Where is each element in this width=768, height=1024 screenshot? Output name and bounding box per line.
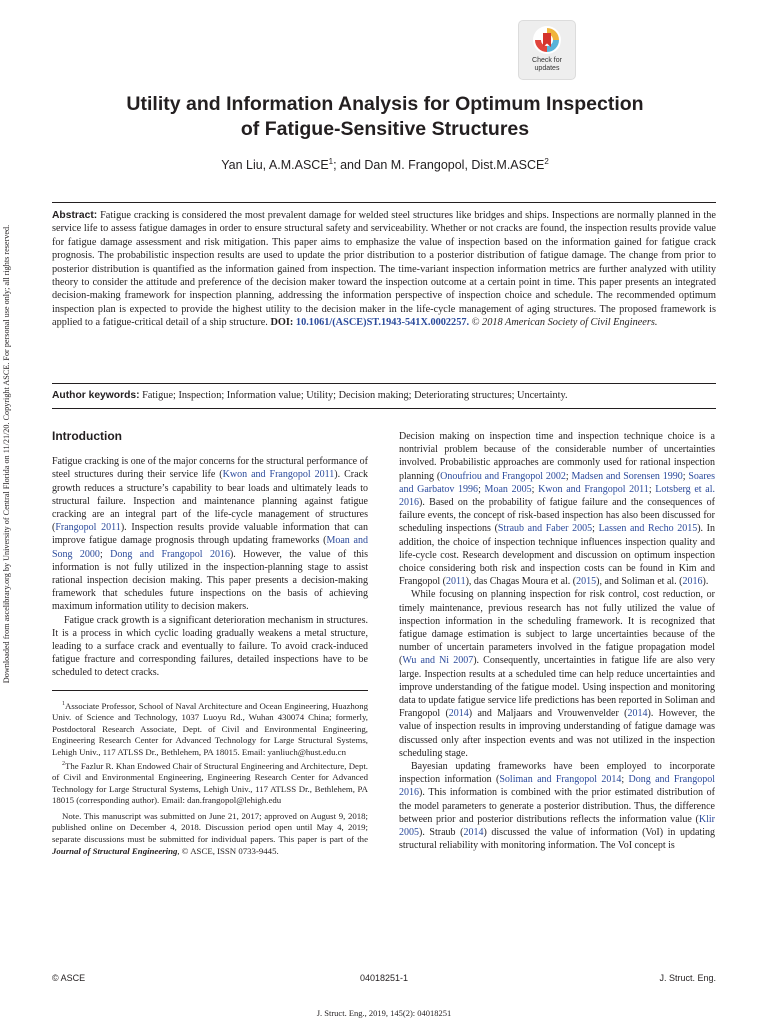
- check-for-updates-badge[interactable]: [518, 20, 576, 80]
- download-notice-side-text: Downloaded from ascelibrary.org by University of Central Florida on 11/21/20. Copyright ASCE. For personal use only; all rights reserved.: [2, 224, 11, 684]
- citation-link[interactable]: 2016: [682, 576, 703, 588]
- text-run: ;: [648, 483, 656, 495]
- text-run: ). In addition, the choice of inspection technique influences inspection quality and life-cycle cost. Research development and discussion on optimum inspection choice considering both risk and inspection costs can be found in Kim and Frangopol (: [399, 523, 716, 588]
- citation-link[interactable]: Onoufriou and Frangopol 2002: [440, 470, 566, 482]
- author-keywords: [52, 389, 716, 402]
- text-run: ). Inspection results provide valuable information that can improve fatigue damage prognosis through updating frameworks (: [52, 522, 368, 547]
- text-run: Decision making on inspection time and inspection technique choice is a nontrivial problem because of the considerable number of uncertainties involved. Probabilistic approaches are commonly used for rational inspection planning (: [399, 431, 715, 482]
- bookmark-ribbon-icon: [532, 25, 562, 55]
- keywords-top-rule: [52, 383, 716, 384]
- keywords-text: Fatigue; Inspection; Information value; Utility; Decision making; Deteriorating structures; Uncertainty.: [142, 390, 568, 401]
- text-run: ). Straub (: [419, 827, 464, 839]
- text-run: ;: [592, 523, 599, 535]
- author-2: Dan M. Frangopol, Dist.M.ASCE: [364, 158, 545, 173]
- citation-link[interactable]: Lassen and Recho 2015: [598, 523, 698, 535]
- badge-line2: updates: [534, 65, 560, 72]
- note-end: , © ASCE, ISSN 0733-9445.: [177, 845, 279, 856]
- footnote-2: [52, 759, 368, 807]
- footnote-1: [52, 699, 368, 759]
- text-run: Fatigue cracking is one of the major concerns for the structural performance of steel structures during their service life (: [52, 456, 368, 481]
- author-separator: ; and: [333, 158, 365, 173]
- citation-link[interactable]: 2015: [576, 576, 597, 588]
- text-run: ), and Soliman et al. (: [596, 576, 683, 588]
- text-run: ). However, the value of this information is not fully utilized in the inspection-planning stage to assist rational inspection decision making. This paper presents a decision-making framework that schedules future inspections on the basis of achieving maximum information utility to decision makers.: [52, 548, 369, 613]
- citation-link[interactable]: Dong and Frangopol 2016: [110, 548, 230, 560]
- text-run: ;: [621, 774, 629, 786]
- text-run: ;: [682, 470, 689, 482]
- right-column: [399, 430, 715, 853]
- abstract-top-rule: [52, 202, 716, 203]
- intro-paragraph-2: Fatigue crack growth is a significant deterioration mechanism in structures. It is a process in which cyclic loading gradually weakens a metal structure, leading to a surface crack and eventually to failure. To avoid crack-induced fatigue fracture and corresponding failures, detailed inspections have to be scheduled to detect cracks.: [52, 614, 368, 679]
- text-run: ) discussed the value of information (VoI) in updating structural reliability with monitoring information. The VoI concept is: [399, 827, 715, 852]
- badge-line1: Check for: [532, 57, 562, 64]
- abstract: [52, 209, 716, 330]
- author-1-affiliation-marker[interactable]: 1: [328, 157, 334, 166]
- citation-link[interactable]: 2014: [463, 827, 484, 839]
- title-line1: Utility and Information Analysis for Optimum Inspection: [126, 93, 644, 115]
- intro-paragraph-1: [52, 455, 368, 613]
- citation-link[interactable]: Madsen and Sorensen 1990: [571, 470, 683, 482]
- author-2-affiliation-marker[interactable]: 2: [544, 157, 549, 166]
- copyright-notice: © 2018 American Society of Civil Engineers.: [471, 317, 658, 329]
- citation-link[interactable]: Moan 2005: [484, 483, 532, 495]
- left-column: [52, 430, 368, 857]
- journal-name: Journal of Structural Engineering: [52, 845, 178, 856]
- footer-citation: J. Struct. Eng., 2019, 145(2): 04018251: [316, 1008, 452, 1018]
- keywords-bottom-rule: [52, 408, 716, 409]
- note-text: Note. This manuscript was submitted on June 21, 2017; approved on August 9, 2018; published online on December 4, 2018. Discussion period open until May 4, 2019; separate discussions must be submitted for individual papers. This paper is part of the: [52, 810, 368, 845]
- footnote-text: The Fazlur R. Khan Endowed Chair of Structural Engineering and Architecture, Dept. of Civil and Environmental Engineering, Engineering Research Center for Advanced Technology for Large Structural Systems, Lehigh Univ., 117 ATLSS Dr., Bethlehem, PA 18015 (corresponding author). Email: dan.frangopol@lehigh.edu: [52, 760, 368, 806]
- footer-copyright: © ASCE: [52, 973, 86, 983]
- citation-link[interactable]: Soares and Garbatov 1996: [399, 470, 715, 495]
- text-run: Bayesian updating frameworks have been employed to incorporate inspection information (: [399, 761, 715, 786]
- paper-title: [40, 92, 730, 142]
- citation-link[interactable]: Klir 2005: [399, 813, 715, 839]
- footnote-text: Associate Professor, School of Naval Architecture and Ocean Engineering, Huazhong Univ. of Science and Technology, 1037 Luoyu Rd., Wuhan 430074 China; formerly, Postdoctoral Research Associate, Dept. of Civil and Environmental Engineering, Engineering Research Center for Advanced Technology for Large Structural Systems, Lehigh Univ., 117 ATLSS Dr., Bethlehem, PA 18015. Email: yanliuch@hust.edu.cn: [52, 700, 368, 757]
- footnotes: [52, 690, 368, 858]
- author-line: [40, 157, 730, 172]
- right-paragraph-1: [399, 430, 715, 588]
- text-run: ;: [565, 470, 572, 482]
- right-paragraph-3: [399, 760, 715, 852]
- footnote-marker: 2: [62, 760, 65, 767]
- text-run: ). Consequently, uncertainties in fatigue life are also very large. Inspection results at a scheduled time can help reduce uncertainties and improve understanding of the fatigue model. Using inspection and monitoring data to update fatigue service life predictions has been reported in Soliman and Frangopol (: [399, 655, 716, 720]
- citation-link[interactable]: Kwon and Frangopol 2011: [222, 469, 335, 481]
- footer-article-number: 04018251-1: [359, 973, 409, 983]
- citation-link[interactable]: Wu and Ni 2007: [402, 655, 474, 667]
- abstract-body: Fatigue cracking is considered the most prevalent damage for welded steel structures like bridges and ships. Inspections are normally planned in the service life to assess fatigue damages in order to ensure structural safety and serviceability. Whether or not cracks are found, the inspection results provide value for fatigue damage assessment and risk mitigation. This paper aims to emphasize the value of inspection based on the information gained for fatigue crack prognosis. The probabilistic inspection results are used to update the prior distribution to a posterior distribution of fatigue damage. The change from prior to posterior distribution is quantified as the information gained from inspection. The time-variant inspection information metrics are further analyzed with utility theory to consider the attitude and preference of the decision maker toward the inspection outcome at a certain point in time. This paper presents an integrated decision-making framework for inspection planning, addressing the information perspective of inspection choice and schedule. The recommended optimum inspection plan is expected to provide the highest utility to the decision maker in the life-cycle management of aging structures. The proposed framework is applied to a fatigue-critical detail of a ship structure.: [52, 210, 716, 329]
- keywords-label: Author keywords:: [52, 390, 140, 401]
- text-run: ). Crack growth reduces a structure’s capability to bear loads and ultimately leads to structural failure. Inspection and maintenance planning against fatigue cracking are an integral part of the life-cycle management of structures (: [52, 469, 368, 534]
- text-run: While focusing on planning inspection for risk control, cost reduction, or timely maintenance, previous research has not fully utilized the value of inspection information in the scheduling framework. It is recognized that fatigue damage estimation is subject to large uncertainties because of the number of uncertain parameters involved in the fatigue propagation model (: [399, 589, 715, 667]
- text-run: ). Based on the probability of fatigue failure and the consequences of failure events, the concept of risk-based inspection has also been discussed for scheduling inspections (: [399, 497, 715, 535]
- citation-link[interactable]: Dong and Frangopol 2016: [399, 774, 715, 799]
- citation-link[interactable]: Soliman and Frangopol 2014: [499, 774, 622, 786]
- abstract-label: Abstract:: [52, 210, 98, 221]
- citation-link[interactable]: 2014: [627, 708, 648, 720]
- text-run: ;: [99, 548, 111, 560]
- citation-link[interactable]: Frangopol 2011: [55, 522, 121, 534]
- citation-link[interactable]: Lotsberg et al. 2016: [399, 483, 716, 509]
- text-run: ), das Chagas Moura et al. (: [465, 576, 577, 588]
- right-paragraph-2: [399, 588, 715, 760]
- citation-link[interactable]: Kwon and Frangopol 2011: [538, 483, 649, 495]
- text-run: ). This information is combined with the prior estimated distribution of the model parameters to generate a posterior distribution. Thus, the difference between prior and posterior distributions reflects the information value (: [399, 787, 715, 825]
- citation-link[interactable]: Moan and Song 2000: [52, 535, 368, 560]
- title-line2: of Fatigue-Sensitive Structures: [240, 118, 530, 140]
- doi-label: DOI:: [270, 317, 294, 329]
- text-run: ). However, the value of inspection results in improving understanding of fatigue damage was discussed only after inspection events and was not utilized in the inspection scheduling stage.: [399, 708, 715, 759]
- footer-journal-abbrev: J. Struct. Eng.: [659, 973, 716, 983]
- text-run: ;: [531, 483, 539, 495]
- text-run: ) and Maljaars and Vrouwenvelder (: [468, 708, 628, 720]
- footnote-marker: 1: [62, 700, 65, 707]
- author-1: Yan Liu, A.M.ASCE: [221, 158, 329, 173]
- text-run: ;: [478, 483, 485, 495]
- text-run: ).: [702, 576, 709, 588]
- section-heading-introduction: Introduction: [52, 429, 122, 443]
- citation-link[interactable]: 2011: [445, 576, 466, 588]
- submission-note: [52, 811, 368, 857]
- citation-link[interactable]: 2014: [448, 708, 469, 720]
- citation-link[interactable]: Straub and Faber 2005: [497, 523, 593, 535]
- doi-link[interactable]: 10.1061/(ASCE)ST.1943-541X.0002257.: [295, 317, 470, 329]
